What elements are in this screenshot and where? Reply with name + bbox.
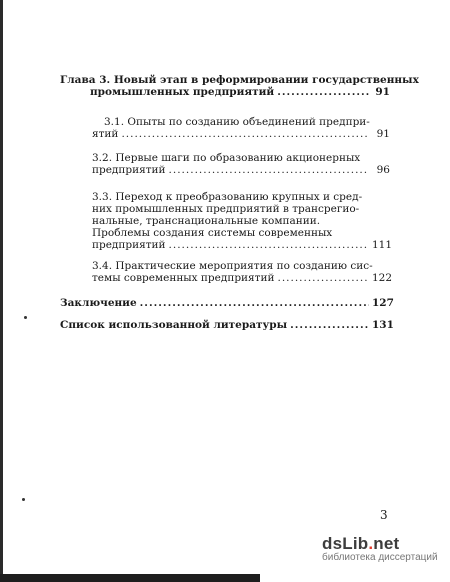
toc-leader-dots (121, 128, 369, 140)
toc-page-number: 91 (375, 86, 390, 98)
scan-speck (24, 316, 27, 319)
toc-entry-references[interactable] (60, 319, 394, 331)
toc-entry-text: 3.1. Опыты по созданию объединений предпри- (104, 116, 370, 128)
toc-line (60, 319, 394, 331)
toc-entry-text: предприятий (92, 239, 166, 251)
toc-entry-3-1[interactable] (60, 116, 390, 140)
toc-entry-3-3[interactable] (60, 191, 393, 251)
toc-page-number: 127 (372, 297, 394, 309)
toc-entry-text: 3.2. Первые шаги по образованию акционерных (92, 152, 361, 164)
watermark-logo-dot: . (368, 534, 374, 553)
toc-entry-text: темы современных предприятий (92, 272, 275, 284)
toc-page-number: 131 (372, 319, 394, 331)
toc-leader-dots (277, 272, 369, 284)
table-of-contents (60, 74, 419, 331)
toc-page-number: 111 (372, 239, 393, 251)
toc-page-number: 91 (376, 128, 390, 140)
watermark-logo-prefix: dsLib (322, 534, 369, 553)
toc-line (92, 152, 390, 164)
scan-speck (22, 498, 25, 501)
toc-leader-dots (290, 319, 369, 331)
toc-line (92, 260, 390, 272)
toc-entry-text: нальные, транснациональные компании. (92, 215, 321, 227)
scan-edge-shadow-bottom (0, 574, 260, 582)
toc-entry-chapter-3[interactable] (60, 74, 419, 98)
toc-line (92, 128, 390, 140)
scan-edge-shadow (0, 0, 3, 582)
toc-entry-text: них промышленных предприятий в трансрегио- (92, 203, 360, 215)
toc-entry-text: предприятий (92, 164, 166, 176)
watermark[interactable] (322, 534, 442, 563)
watermark-logo-suffix: net (373, 534, 400, 553)
toc-entry-3-2[interactable] (60, 152, 390, 176)
toc-line (92, 116, 390, 128)
toc-entry-text: Глава 3. Новый этап в реформировании государственных (60, 74, 419, 86)
watermark-subtitle: библиотека диссертаций (322, 552, 438, 563)
toc-entry-text: Заключение (60, 297, 137, 309)
toc-line (92, 239, 393, 251)
page-number: 3 (380, 508, 388, 522)
toc-line (92, 191, 390, 203)
toc-entry-text: ятий (92, 128, 119, 140)
toc-leader-dots (277, 86, 369, 98)
toc-entry-text: Проблемы создания системы современных (92, 227, 333, 239)
toc-line (92, 227, 390, 239)
toc-page-number: 122 (372, 272, 393, 284)
toc-line (92, 215, 390, 227)
toc-line (60, 297, 394, 309)
toc-line (92, 164, 390, 176)
toc-page-number: 96 (376, 164, 390, 176)
toc-entry-text: Список использованной литературы (60, 319, 288, 331)
toc-entry-text: 3.4. Практические мероприятия по созданию сис- (92, 260, 373, 272)
watermark-logo (322, 534, 442, 554)
toc-entry-3-4[interactable] (60, 260, 393, 284)
toc-line (60, 74, 419, 86)
toc-line (92, 203, 390, 215)
toc-entry-text: промышленных предприятий (90, 86, 275, 98)
toc-entry-text: 3.3. Переход к преобразованию крупных и сред- (92, 191, 363, 203)
toc-line (92, 272, 393, 284)
toc-entry-conclusion[interactable] (60, 297, 394, 309)
toc-leader-dots (169, 164, 369, 176)
toc-leader-dots (140, 297, 369, 309)
toc-line (60, 86, 390, 98)
toc-leader-dots (169, 239, 369, 251)
